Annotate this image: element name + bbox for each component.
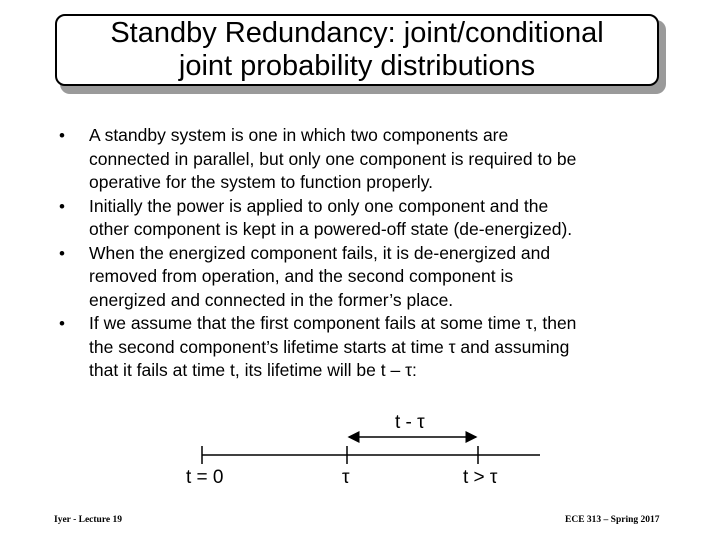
bullet-text-line: energized and connected in the former’s place. bbox=[89, 289, 454, 310]
bullet-text-line: When the energized component fails, it is de-energized and bbox=[89, 242, 551, 263]
bullet-item bbox=[58, 242, 668, 313]
bullet-text-line: removed from operation, and the second component is bbox=[89, 266, 514, 286]
bullet-dot: • bbox=[59, 243, 65, 263]
bullet-text-line: If we assume that the first component fails at some time τ, then bbox=[89, 313, 577, 333]
bullet-text-line: other component is kept in a powered-off state (de-energized). bbox=[89, 219, 573, 239]
tick-label-start: t = 0 bbox=[186, 467, 224, 488]
bullet-text-line: that it fails at time t, its lifetime will be t – τ: bbox=[89, 360, 417, 380]
bullet-dot: • bbox=[59, 126, 65, 145]
bullet-item bbox=[58, 124, 668, 195]
title-line-1: Standby Redundancy: joint/conditional bbox=[110, 17, 604, 49]
bullet-text-line: the second component’s lifetime starts at time τ and assuming bbox=[89, 336, 570, 357]
bullet-item bbox=[58, 195, 668, 242]
slide-title bbox=[55, 14, 659, 86]
tick-label-tau: τ bbox=[342, 467, 350, 488]
footer-left: Iyer - Lecture 19 bbox=[54, 515, 122, 525]
interval-label: t - τ bbox=[395, 412, 425, 433]
bullet-text-line: Initially the power is applied to only one component and the bbox=[89, 195, 549, 216]
bullet-list bbox=[58, 124, 668, 383]
bullet-text-line: A standby system is one in which two components are bbox=[89, 125, 509, 145]
bullet-text-line: connected in parallel, but only one component is required to be bbox=[89, 148, 577, 169]
bullet-dot: • bbox=[59, 314, 65, 333]
bullet-text-line: operative for the system to function properly. bbox=[89, 172, 434, 192]
footer-right: ECE 313 – Spring 2017 bbox=[565, 515, 660, 525]
title-line-2: joint probability distributions bbox=[178, 50, 536, 82]
bullet-dot: • bbox=[59, 196, 65, 216]
tick-label-t: t > τ bbox=[463, 467, 498, 488]
bullet-item bbox=[58, 312, 668, 383]
